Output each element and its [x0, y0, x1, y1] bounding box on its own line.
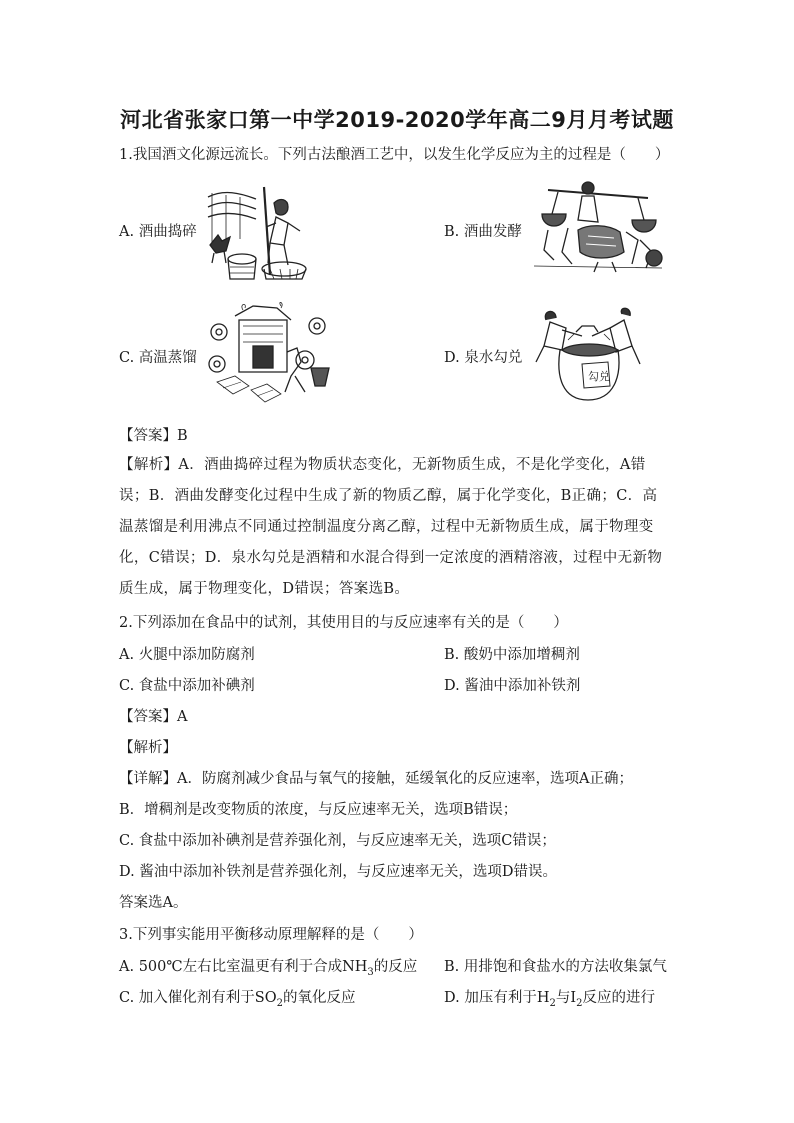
- page-title: 河北省张家口第一中学2019-2020学年高二9月月考试题: [120, 108, 674, 132]
- q2-conclusion: 答案选A。: [119, 895, 188, 911]
- q2-option-d: D. 酱油中添加补铁剂: [444, 678, 581, 694]
- q1-option-c: C. 高温蒸馏: [119, 350, 197, 366]
- q1-option-d: D. 泉水勾兑: [444, 350, 523, 366]
- q2-detail-d: D. 酱油中添加补铁剂是营养强化剂，与反应速率无关，选项D错误。: [119, 864, 557, 880]
- q1-option-b: B. 酒曲发酵: [444, 224, 522, 240]
- q2-detail-a: 【详解】A．防腐剂减少食品与氧气的接触，延缓氧化的反应速率，选项A正确；: [119, 771, 633, 787]
- q1-option-a: A. 酒曲捣碎: [119, 224, 197, 240]
- q3-option-a: A. 500℃左右比室温更有利于合成$NH_3$的反应: [119, 959, 418, 978]
- q1-illustration-c-distilling: [205, 302, 337, 406]
- q1-illustration-a-crushing: [204, 183, 310, 283]
- q3-option-b: B. 用排饱和食盐水的方法收集氯气: [444, 959, 667, 975]
- q1-stem: 1.我国酒文化源远流长。下列古法酿酒工艺中，以发生化学反应为主的过程是（ ）: [119, 147, 670, 163]
- q1-illustration-d-blending: [532, 306, 644, 404]
- q2-answer: 【答案】A: [119, 709, 188, 725]
- q2-detail-b: B．增稠剂是改变物质的浓度，与反应速率无关，选项B错误；: [119, 802, 518, 818]
- q1-jar-label: 勾兑: [588, 370, 610, 383]
- q3-stem: 3.下列事实能用平衡移动原理解释的是（ ）: [119, 927, 423, 943]
- q3-option-c: C. 加入催化剂有利于$SO_2$的氧化反应: [119, 990, 356, 1009]
- q1-illustration-b-fermenting: [528, 180, 668, 275]
- q2-analysis-label: 【解析】: [119, 740, 177, 756]
- q1-analysis: 【解析】A．酒曲捣碎过程为物质状态变化，无新物质生成，不是化学变化，A错误；B．酒曲发酵变化过程中生成了新的物质乙醇，属于化学变化，B正确；C．高温蒸馏是利用沸点不同通过控制温度分离乙醇，过程中无新物质生成，属于物理变化，C错误；D．泉水勾兑是酒精和水混合得到一定浓度的酒精溶液，过程中无新物质生成，属于物理变化，D错误；答案选B。: [119, 457, 663, 597]
- q1-answer: 【答案】B: [119, 428, 188, 444]
- q2-option-a: A. 火腿中添加防腐剂: [119, 647, 255, 663]
- q2-detail-c: C. 食盐中添加补碘剂是营养强化剂，与反应速率无关，选项C错误；: [119, 833, 556, 849]
- q3-option-d: D. 加压有利于$H_2$与$I_2$反应的进行: [444, 990, 655, 1009]
- q2-option-b: B. 酸奶中添加增稠剂: [444, 647, 580, 663]
- q2-option-c: C. 食盐中添加补碘剂: [119, 678, 255, 694]
- q2-stem: 2.下列添加在食品中的试剂，其使用目的与反应速率有关的是（ ）: [119, 615, 568, 631]
